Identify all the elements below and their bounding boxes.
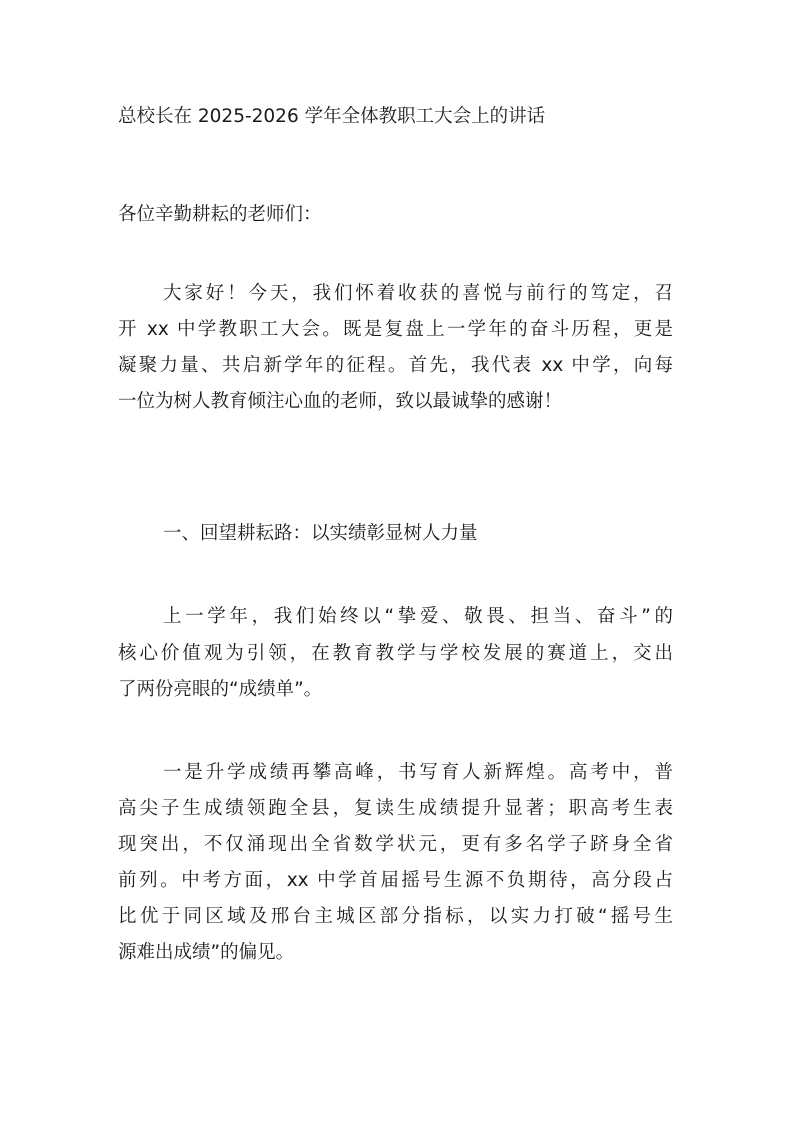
salutation: 各位辛勤耕耘的老师们： (118, 204, 322, 225)
text-line: 上一学年，我们始终以“挚爱、敬畏、担当、奋斗”的 (163, 606, 673, 627)
text-line: 比优于同区域及邢台主城区部分指标，以实力打破“摇号生 (118, 906, 673, 927)
text-line: 大家好！今天，我们怀着收获的喜悦与前行的笃定，召 (163, 283, 673, 304)
text-line: 凝聚力量、共启新学年的征程。首先，我代表 xx 中学，向每 (118, 355, 673, 376)
text-line: 了两份亮眼的“成绩单”。 (118, 679, 323, 700)
text-line: 现突出，不仅涌现出全省数学状元，更有多名学子跻身全省 (118, 834, 673, 855)
text-line: 一位为树人教育倾注心血的老师，致以最诚挚的感谢！ (118, 391, 563, 412)
document-title: 总校长在 2025-2026 学年全体教职工大会上的讲话 (118, 106, 546, 127)
text-line: 高尖子生成绩领跑全县，复读生成绩提升显著；职高考生表 (118, 798, 673, 819)
text-line: 开 xx 中学教职工大会。既是复盘上一学年的奋斗历程，更是 (118, 319, 673, 340)
text-line: 一是升学成绩再攀高峰，书写育人新辉煌。高考中，普 (163, 762, 673, 783)
text-line: 前列。中考方面，xx 中学首届摇号生源不负期待，高分段占 (118, 870, 673, 891)
text-line: 核心价值观为引领，在教育教学与学校发展的赛道上，交出 (118, 643, 673, 664)
text-line: 源难出成绩”的偏见。 (118, 942, 295, 963)
section-heading: 一、回望耕耘路：以实绩彰显树人力量 (163, 523, 478, 544)
